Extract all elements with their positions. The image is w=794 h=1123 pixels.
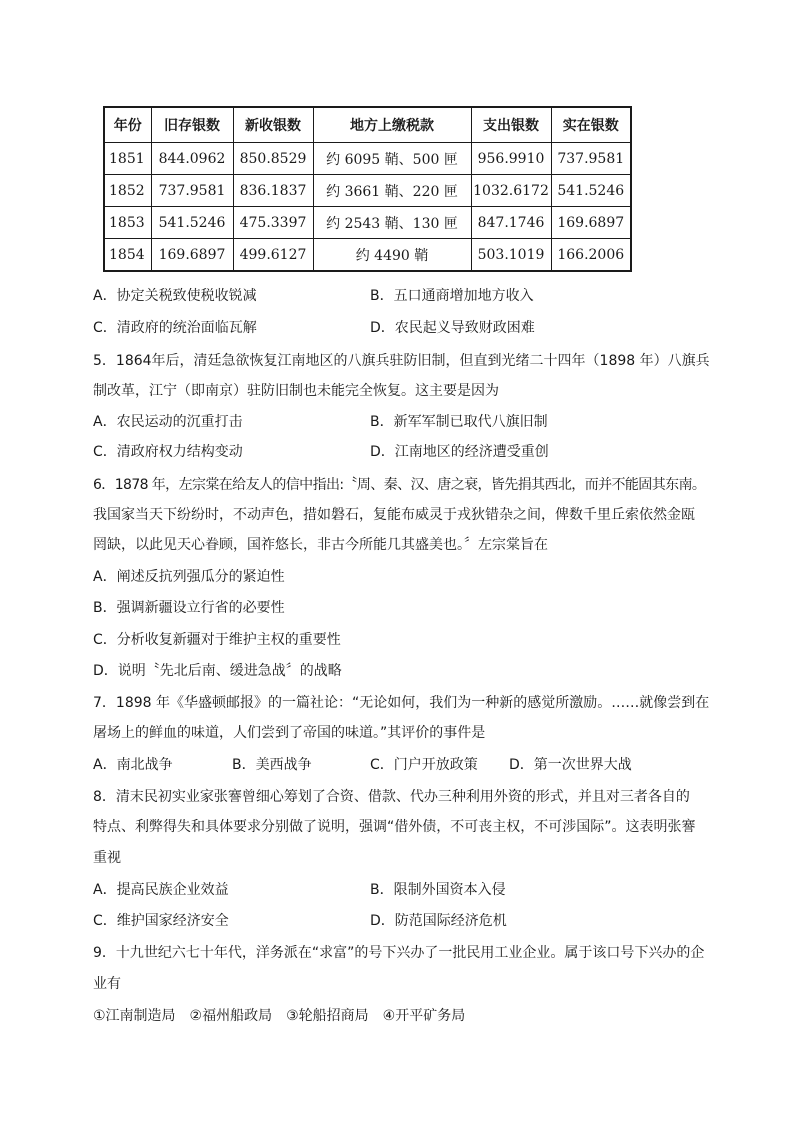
table-cell: 1851 bbox=[104, 143, 151, 175]
q5-stem-line-1: 5．1864年后，清廷急欲恢复江南地区的八旗兵驻防旧制，但直到光绪二十四年（1898 年）八旗兵 bbox=[93, 353, 710, 369]
table-row bbox=[104, 207, 631, 239]
table-cell: 836.1837 bbox=[233, 175, 313, 207]
table-cell: 约 4490 鞘 bbox=[313, 239, 471, 272]
q5-option-b: B．新军军制已取代八旗旧制 bbox=[370, 414, 548, 430]
table-cell: 847.1746 bbox=[471, 207, 551, 239]
table-cell: 499.6127 bbox=[233, 239, 313, 272]
q5-option-a: A．农民运动的沉重打击 bbox=[93, 414, 243, 430]
q8-stem-line-2: 特点、利弊得失和具体要求分别做了说明，强调“借外债，不可丧主权，不可涉国际”。这表明张謇 bbox=[93, 819, 696, 835]
q8-option-c: C．维护国家经济安全 bbox=[93, 913, 229, 929]
table-cell: 约 3661 鞘、220 匣 bbox=[313, 175, 471, 207]
table-row bbox=[104, 239, 631, 272]
q5-option-d: D．江南地区的经济遭受重创 bbox=[370, 444, 549, 460]
q7-option-c: C．门户开放政策 bbox=[370, 757, 478, 773]
table-header: 实在银数 bbox=[551, 107, 631, 143]
q6-option-b: B．强调新疆设立行省的必要性 bbox=[93, 600, 285, 616]
q8-option-d: D．防范国际经济危机 bbox=[370, 913, 507, 929]
table-cell: 541.5246 bbox=[151, 207, 233, 239]
table-cell: 1854 bbox=[104, 239, 151, 272]
q7-stem-line-2: 屠场上的鲜血的味道，人们尝到了帝国的味道。”其评价的事件是 bbox=[93, 725, 486, 741]
q5-stem-line-2: 制改革，江宁（即南京）驻防旧制也未能完全恢复。这主要是因为 bbox=[93, 383, 499, 399]
table-row bbox=[104, 175, 631, 207]
table-cell: 503.1019 bbox=[471, 239, 551, 272]
table-cell: 169.6897 bbox=[151, 239, 233, 272]
silver-ledger-table bbox=[103, 106, 632, 272]
table-cell: 约 6095 鞘、500 匣 bbox=[313, 143, 471, 175]
q8-option-a: A．提高民族企业效益 bbox=[93, 882, 229, 898]
q8-stem-line-3: 重视 bbox=[93, 850, 121, 866]
q8-stem-line-1: 8．清末民初实业家张謇曾细心筹划了合资、借款、代办三种利用外资的形式，并且对三者各自的 bbox=[93, 789, 690, 805]
table-header: 支出银数 bbox=[471, 107, 551, 143]
table-cell: 737.9581 bbox=[151, 175, 233, 207]
q4-option-c: C．清政府的统治面临瓦解 bbox=[93, 320, 257, 336]
q4-option-b: B．五口通商增加地方收入 bbox=[370, 288, 534, 304]
table-header: 地方上缴税款 bbox=[313, 107, 471, 143]
table-cell: 541.5246 bbox=[551, 175, 631, 207]
q4-option-a: A．协定关税致使税收锐减 bbox=[93, 288, 257, 304]
q4-option-d: D．农民起义导致财政困难 bbox=[370, 320, 535, 336]
q7-option-b: B．美西战争 bbox=[232, 757, 312, 773]
q9-stem-line-1: 9．十九世纪六七十年代，洋务派在“求富”的号下兴办了一批民用工业企业。属于该口号下兴办的企 bbox=[93, 945, 705, 961]
q9-stem-line-2: 业有 bbox=[93, 976, 121, 992]
q6-option-d: D．说明〝先北后南、缓进急战〞的战略 bbox=[93, 663, 342, 679]
q6-option-a: A．阐述反抗列强瓜分的紧迫性 bbox=[93, 569, 285, 585]
q6-stem-line-3: 罔缺，以此见天心眷顾，国祚悠长，非古今所能几其盛美也。〞左宗棠旨在 bbox=[93, 537, 548, 553]
table-cell: 956.9910 bbox=[471, 143, 551, 175]
table-cell: 475.3397 bbox=[233, 207, 313, 239]
q9-items-line: ①江南制造局 ②福州船政局 ③轮船招商局 ④开平矿务局 bbox=[93, 1008, 466, 1024]
q6-stem-line-1: 6．1878 年，左宗棠在给友人的信中指出:〝周、秦、汉、唐之衰，皆先捐其西北，而并不能固其东南。 bbox=[93, 477, 706, 493]
table-cell: 844.0962 bbox=[151, 143, 233, 175]
table-cell: 1852 bbox=[104, 175, 151, 207]
table-header-row bbox=[104, 107, 631, 143]
q5-option-c: C．清政府权力结构变动 bbox=[93, 444, 243, 460]
table-header: 旧存银数 bbox=[151, 107, 233, 143]
table-cell: 1032.6172 bbox=[471, 175, 551, 207]
table-row bbox=[104, 143, 631, 175]
q6-stem-line-2: 我国家当天下纷纷时，不动声色，措如磐石，复能布威灵于戎狄错杂之间，俾数千里丘索依然金瓯 bbox=[93, 507, 695, 523]
table-header: 新收银数 bbox=[233, 107, 313, 143]
q7-option-a: A．南北战争 bbox=[93, 757, 173, 773]
table-cell: 1853 bbox=[104, 207, 151, 239]
table-cell: 约 2543 鞘、130 匣 bbox=[313, 207, 471, 239]
table-cell: 169.6897 bbox=[551, 207, 631, 239]
table-cell: 166.2006 bbox=[551, 239, 631, 272]
table-cell: 737.9581 bbox=[551, 143, 631, 175]
table-header: 年份 bbox=[104, 107, 151, 143]
q7-option-d: D．第一次世界大战 bbox=[509, 757, 632, 773]
q8-option-b: B．限制外国资本入侵 bbox=[370, 882, 506, 898]
q6-option-c: C．分析收复新疆对于维护主权的重要性 bbox=[93, 632, 341, 648]
q7-stem-line-1: 7．1898 年《华盛顿邮报》的一篇社论：“无论如何，我们为一种新的感觉所激励。……就像尝到在 bbox=[93, 695, 710, 711]
table-cell: 850.8529 bbox=[233, 143, 313, 175]
